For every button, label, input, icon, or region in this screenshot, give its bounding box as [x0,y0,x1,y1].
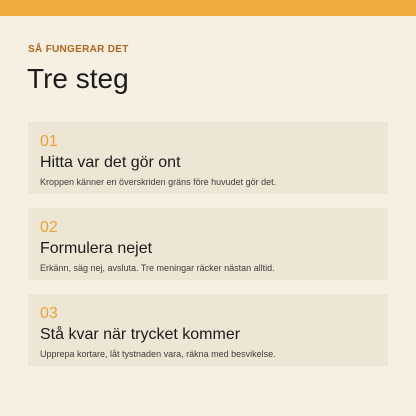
step-number: 02 [40,219,58,236]
step-description: Erkänn, säg nej, avsluta. Tre meningar räcker nästan alltid. [40,263,275,273]
steps-list [28,122,388,380]
step-description: Kroppen känner en överskriden gräns före huvudet gör det. [40,177,277,187]
step-title: Stå kvar när trycket kommer [40,326,241,343]
page-title: Tre steg [27,63,129,94]
step-number: 03 [40,305,58,322]
step-card-3 [28,294,388,366]
step-title: Hitta var det gör ont [40,154,181,171]
step-card-2 [28,208,388,280]
step-title: Formulera nejet [40,240,153,257]
step-description: Upprepa kortare, låt tystnaden vara, räkna med besvikelse. [40,349,276,359]
step-card-1 [28,122,388,194]
top-accent-bar [0,0,416,16]
section-eyebrow: SÅ FUNGERAR DET [28,44,129,55]
step-number: 01 [40,133,58,150]
